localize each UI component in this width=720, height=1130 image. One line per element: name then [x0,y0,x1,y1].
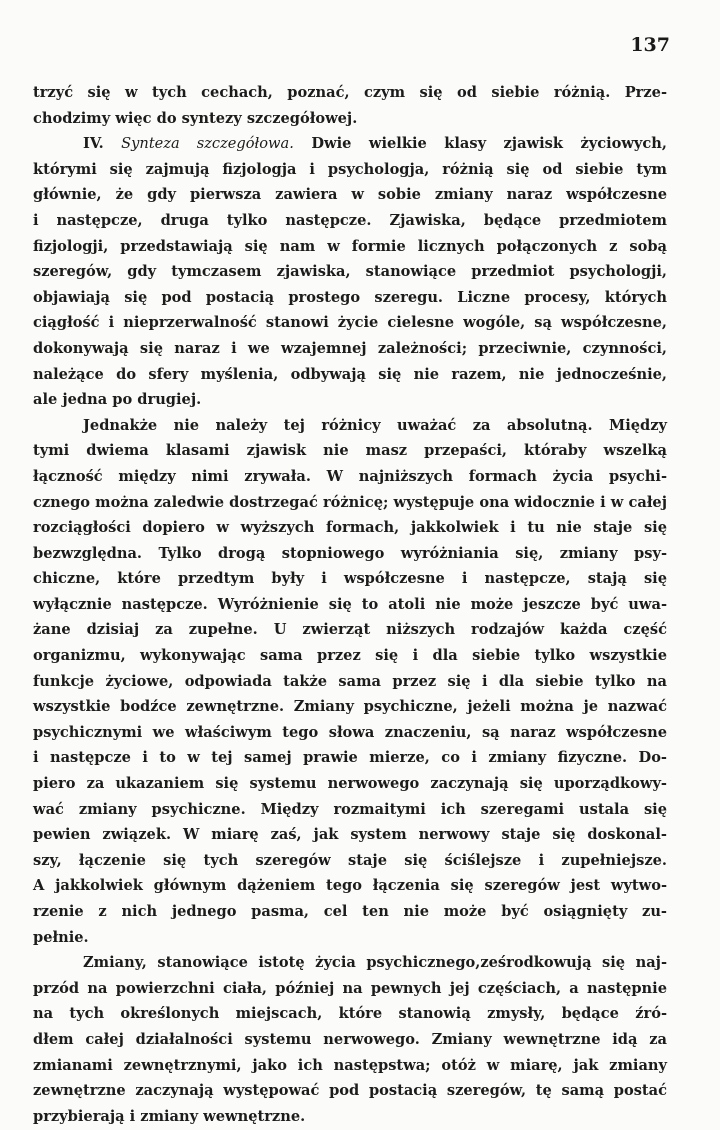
text-line: Jednakże nie należy tej różnicy uważać za absolutną. Między [83,416,667,434]
text-line: łączność między nimi zrywała. W najniższych formach życia psychi- [33,467,667,485]
section-heading-line [33,131,667,157]
text-line: dłem całej działalności systemu nerwowego. Zmiany wewnętrzne idą za [33,1030,667,1048]
text-line: psychicznymi we właściwym tego słowa znaczeniu, są naraz współczesne [33,723,667,741]
text-line: przód na powierzchni ciała, później na pewnych jej częściach, a następnie [33,979,667,997]
text-line: rzenie z nich jednego pasma, cel ten nie może być osiągnięty zu- [33,903,667,920]
text-line: organizmu, wykonywając sama przez się i dla siebie tylko wszystkie [33,647,667,665]
text-line: rozciągłości dopiero w wyższych formach, jakkolwiek i tu nie staje się [33,519,667,537]
text-line: którymi się zajmują fizjologja i psychologja, różnią się od siebie tym [33,160,667,178]
paragraph [33,80,667,131]
text-line: należące do sfery myślenia, odbywają się nie razem, nie jednocześnie, [33,365,667,383]
text-line: funkcje życiowe, odpowiada także sama przez się i dla siebie tylko na [33,672,667,690]
text-line: szeregów, gdy tymczasem zjawiska, stanowiące przedmiot psychologji, [33,263,667,281]
text-line: fizjologji, przedstawiają się nam w formie licznych połączonych z sobą [33,237,667,255]
text-line: bezwzględna. Tylko drogą stopniowego wyróżniania się, zmiany psy- [33,544,667,562]
text-line: trzyć się w tych cechach, poznać, czym się od siebie różnią. Prze- [33,84,667,101]
text-line: A jakkolwiek głównym dążeniem tego łączenia się szeregów jest wytwo- [33,877,667,895]
text-line: dokonywają się naraz i we wzajemnej zależności; przeciwnie, czynności, [33,339,667,357]
page-number: 137 [630,34,670,56]
text-line: i następcze i to w tej samej prawie mierze, co i zmiany fizyczne. Do- [33,749,667,767]
text-line-rest: Dwie wielkie klasy zjawisk życiowych, [311,135,667,153]
text-line: ale jedna po drugiej. [33,391,202,409]
paragraph [33,413,667,950]
body-text [33,80,667,1129]
text-line: wszystkie bodźce zewnętrzne. Zmiany psychiczne, jeżeli można je nazwać [33,698,667,716]
text-line: Zmiany, stanowiące istotę życia psychicznego,ześrodkowują się naj- [83,954,667,972]
text-line: chodzimy więc do syntezy szczegółowej. [33,109,358,127]
text-line: przybierają i zmiany wewnętrzne. [33,1107,306,1125]
section-number: IV. [83,135,104,153]
text-line: głównie, że gdy pierwsza zawiera w sobie zmiany naraz współczesne [33,186,667,204]
text-line: tymi dwiema klasami zjawisk nie masz przepaści, któraby wszelką [33,442,667,460]
paragraph-section-iv [33,131,667,413]
paragraph [33,950,667,1129]
text-line: i następcze, druga tylko następcze. Zjawiska, będące przedmiotem [33,211,667,229]
text-line: wać zmiany psychiczne. Między rozmaitymi ich szeregami ustala się [33,800,667,818]
text-line: cznego można zaledwie dostrzegać różnicę; występuje ona widocznie i w całej [33,493,667,511]
text-line: objawiają się pod postacią prostego szeregu. Liczne procesy, których [33,288,667,306]
text-line: chiczne, które przedtym były i współczesne i następcze, stają się [33,570,667,588]
text-line: pewien związek. W miarę zaś, jak system nerwowy staje się doskonal- [33,826,667,844]
text-line: żane dzisiaj za zupełne. U zwierząt niższych rodzajów każda część [33,621,667,639]
text-line: piero za ukazaniem się systemu nerwowego zaczynają się uporządkowy- [33,775,667,793]
text-line: wyłącznie następcze. Wyróżnienie się to atoli nie może jeszcze być uwa- [33,595,667,613]
text-line: zmianami zewnętrznymi, jako ich następstwa; otóż w miarę, jak zmiany [33,1056,667,1074]
text-line: ciągłość i nieprzerwalność stanowi życie cielesne wogóle, są współczesne, [33,314,667,332]
section-title: Synteza szczegółowa. [121,135,294,153]
text-line: zewnętrzne zaczynają występować pod postacią szeregów, tę samą postać [33,1082,667,1100]
text-line: pełnie. [33,928,89,946]
text-line: szy, łączenie się tych szeregów staje się ściślejsze i zupełniejsze. [33,851,667,869]
text-line: na tych określonych miejscach, które stanowią zmysły, będące źró- [33,1005,667,1023]
